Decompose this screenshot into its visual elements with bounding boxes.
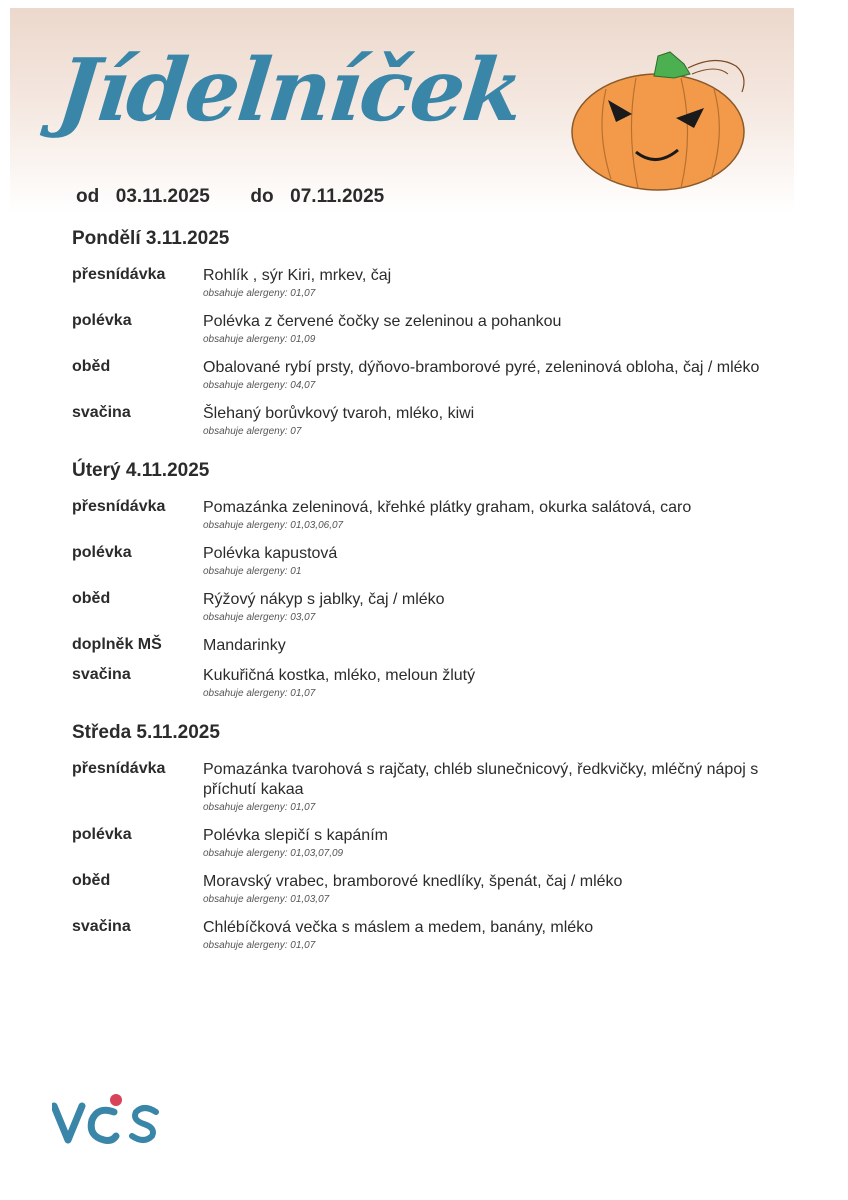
meal-label: přesnídávka bbox=[72, 498, 166, 515]
period-from-date: 03.11.2025 bbox=[115, 186, 210, 207]
meal-text: Rýžový nákyp s jablky, čaj / mléko bbox=[203, 591, 445, 608]
allergen-note: obsahuje alergeny: 04,07 bbox=[203, 380, 316, 391]
day-title: Pondělí 3.11.2025 bbox=[72, 228, 230, 249]
page-title: Jídelníček bbox=[52, 40, 527, 141]
meal-label: oběd bbox=[72, 358, 111, 375]
meal-row bbox=[72, 666, 802, 700]
allergen-note: obsahuje alergeny: 01,09 bbox=[203, 334, 316, 345]
meal-text: Polévka slepičí s kapáním bbox=[203, 827, 388, 844]
meal-row bbox=[72, 498, 802, 532]
meal-row bbox=[72, 872, 802, 906]
meal-label: polévka bbox=[72, 826, 132, 843]
allergen-note: obsahuje alergeny: 01,03,07 bbox=[203, 894, 330, 905]
vis-logo bbox=[52, 1088, 164, 1148]
meal-text: Pomazánka zeleninová, křehké plátky graham, okurka salátová, caro bbox=[203, 499, 692, 516]
period-to-date: 07.11.2025 bbox=[290, 186, 385, 207]
meal-text: Polévka z červené čočky se zeleninou a pohankou bbox=[203, 313, 562, 330]
allergen-note: obsahuje alergeny: 07 bbox=[203, 426, 302, 437]
meal-row bbox=[72, 358, 802, 392]
allergen-note: obsahuje alergeny: 01,03,06,07 bbox=[203, 520, 344, 531]
meal-label: oběd bbox=[72, 872, 111, 889]
day-title: Úterý 4.11.2025 bbox=[72, 460, 210, 481]
meal-text: Pomazánka tvarohová s rajčaty, chléb slunečnicový, ředkvičky, mléčný nápoj s příchutí kakaa bbox=[203, 761, 759, 798]
meal-text: Kukuřičná kostka, mléko, meloun žlutý bbox=[203, 667, 476, 684]
day-section bbox=[72, 722, 802, 952]
allergen-note: obsahuje alergeny: 01,03,07,09 bbox=[203, 848, 344, 859]
meal-row bbox=[72, 918, 802, 952]
meal-text: Rohlík , sýr Kiri, mrkev, čaj bbox=[203, 267, 392, 284]
allergen-note: obsahuje alergeny: 01,07 bbox=[203, 940, 316, 951]
day-section bbox=[72, 460, 802, 700]
meal-row bbox=[72, 760, 802, 814]
meal-label: svačina bbox=[72, 666, 131, 683]
meal-text: Obalované rybí prsty, dýňovo-bramborové pyré, zeleninová obloha, čaj / mléko bbox=[203, 359, 760, 376]
meal-row bbox=[72, 404, 802, 438]
meal-label: svačina bbox=[72, 918, 131, 935]
meal-text: Polévka kapustová bbox=[203, 545, 338, 562]
allergen-note: obsahuje alergeny: 03,07 bbox=[203, 612, 316, 623]
allergen-note: obsahuje alergeny: 01 bbox=[203, 566, 302, 577]
meal-row bbox=[72, 590, 802, 624]
period-to-label: do bbox=[250, 186, 274, 207]
meal-label: přesnídávka bbox=[72, 266, 166, 283]
meal-label: polévka bbox=[72, 544, 132, 561]
menu-period bbox=[76, 186, 384, 208]
meal-text: Chlébíčková večka s máslem a medem, banány, mléko bbox=[203, 919, 594, 936]
meal-text: Šlehaný borůvkový tvaroh, mléko, kiwi bbox=[203, 405, 475, 422]
allergen-note: obsahuje alergeny: 01,07 bbox=[203, 688, 316, 699]
meal-row bbox=[72, 636, 802, 656]
meal-text: Mandarinky bbox=[203, 637, 286, 654]
menu-content bbox=[72, 228, 802, 974]
meal-label: oběd bbox=[72, 590, 111, 607]
meal-label: přesnídávka bbox=[72, 760, 166, 777]
day-title: Středa 5.11.2025 bbox=[72, 722, 220, 743]
meal-label: polévka bbox=[72, 312, 132, 329]
meal-label: svačina bbox=[72, 404, 131, 421]
pumpkin-illustration bbox=[566, 44, 756, 194]
meal-row bbox=[72, 266, 802, 300]
day-section bbox=[72, 228, 802, 438]
allergen-note: obsahuje alergeny: 01,07 bbox=[203, 288, 316, 299]
meal-label: doplněk MŠ bbox=[72, 636, 162, 653]
meal-row bbox=[72, 544, 802, 578]
meal-row bbox=[72, 826, 802, 860]
meal-text: Moravský vrabec, bramborové knedlíky, špenát, čaj / mléko bbox=[203, 873, 623, 890]
period-from-label: od bbox=[76, 186, 100, 207]
allergen-note: obsahuje alergeny: 01,07 bbox=[203, 802, 316, 813]
meal-row bbox=[72, 312, 802, 346]
